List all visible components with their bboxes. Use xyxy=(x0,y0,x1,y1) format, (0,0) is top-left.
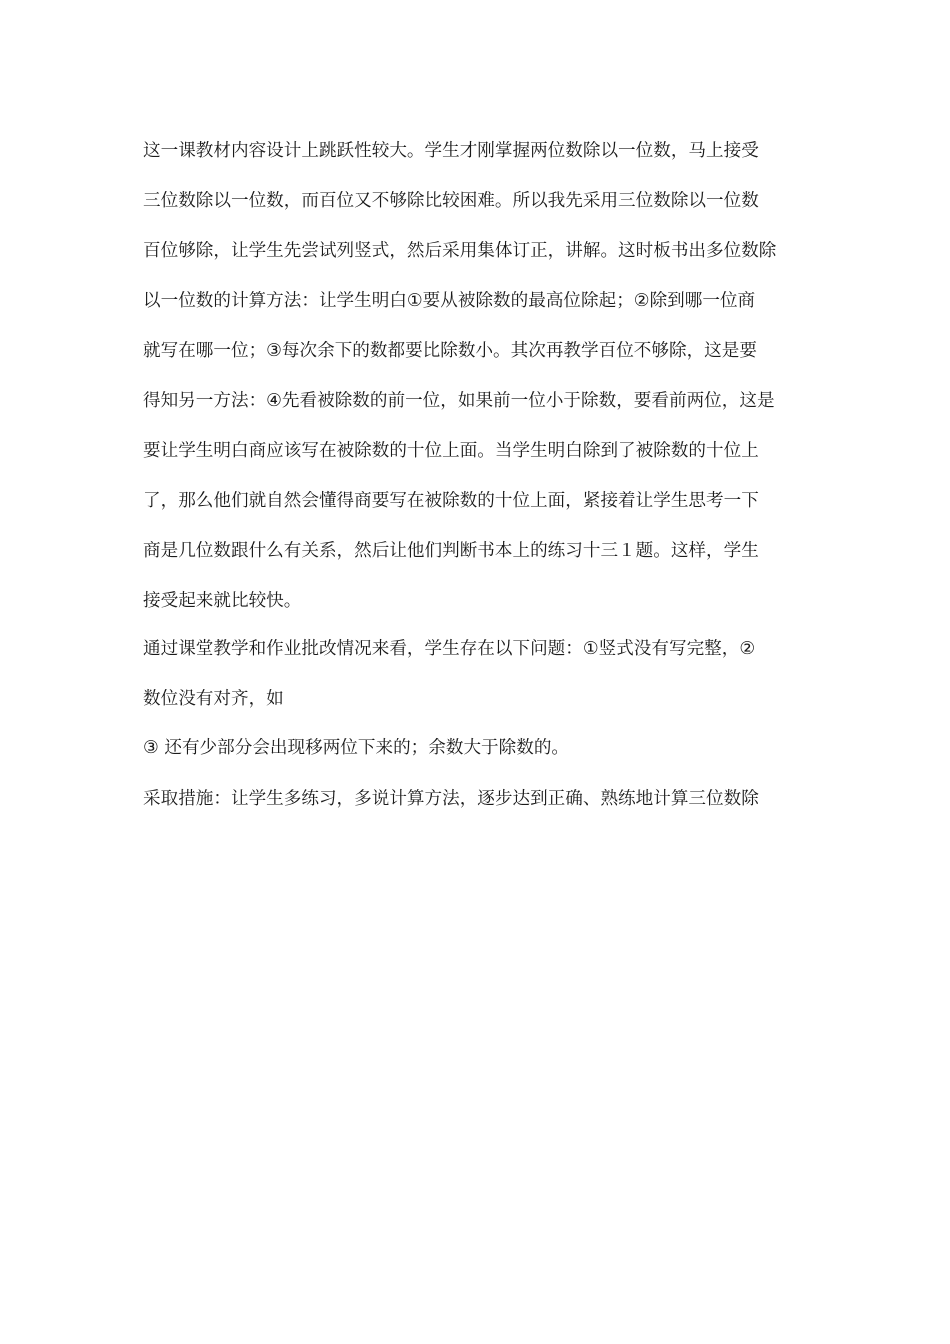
paragraph-problem-three xyxy=(143,723,809,773)
paragraph-line: 百位够除，让学生先尝试列竖式，然后采用集体订正，讲解。这时板书出多位数除 xyxy=(143,241,777,261)
paragraph-line: 这一课教材内容设计上跳跃性较大。学生才刚掌握两位数除以一位数，马上接受 xyxy=(143,141,759,161)
paragraph-line: 数位没有对齐，如 xyxy=(143,689,284,709)
paragraph-line: 接受起来就比较快。 xyxy=(143,591,302,611)
paragraph-reflection xyxy=(143,126,809,626)
paragraph-line: 采取措施：让学生多练习，多说计算方法，逐步达到正确、熟练地计算三位数除 xyxy=(143,789,759,809)
paragraph-line: 得知另一方法：④先看被除数的前一位，如果前一位小于除数，要看前两位，这是 xyxy=(143,391,775,411)
paragraph-line: 了，那么他们就自然会懂得商要写在被除数的十位上面，紧接着让学生思考一下 xyxy=(143,491,759,511)
paragraph-measures xyxy=(143,774,809,824)
paragraph-line: 商是几位数跟什么有关系，然后让他们判断书本上的练习十三１题。这样，学生 xyxy=(143,541,759,561)
paragraph-line: 通过课堂教学和作业批改情况来看，学生存在以下问题：①竖式没有写完整，② xyxy=(143,639,756,659)
paragraph-line: 三位数除以一位数，而百位又不够除比较困难。所以我先采用三位数除以一位数 xyxy=(143,191,759,211)
paragraph-line: 以一位数的计算方法：让学生明白①要从被除数的最高位除起；②除到哪一位商 xyxy=(143,291,756,311)
paragraph-line: 要让学生明白商应该写在被除数的十位上面。当学生明白除到了被除数的十位上 xyxy=(143,441,759,461)
paragraph-line: 就写在哪一位；③每次余下的数都要比除数小。其次再教学百位不够除，这是要 xyxy=(143,341,757,361)
paragraph-problems xyxy=(143,624,809,724)
paragraph-line: ③ 还有少部分会出现移两位下来的；余数大于除数的。 xyxy=(143,738,570,758)
